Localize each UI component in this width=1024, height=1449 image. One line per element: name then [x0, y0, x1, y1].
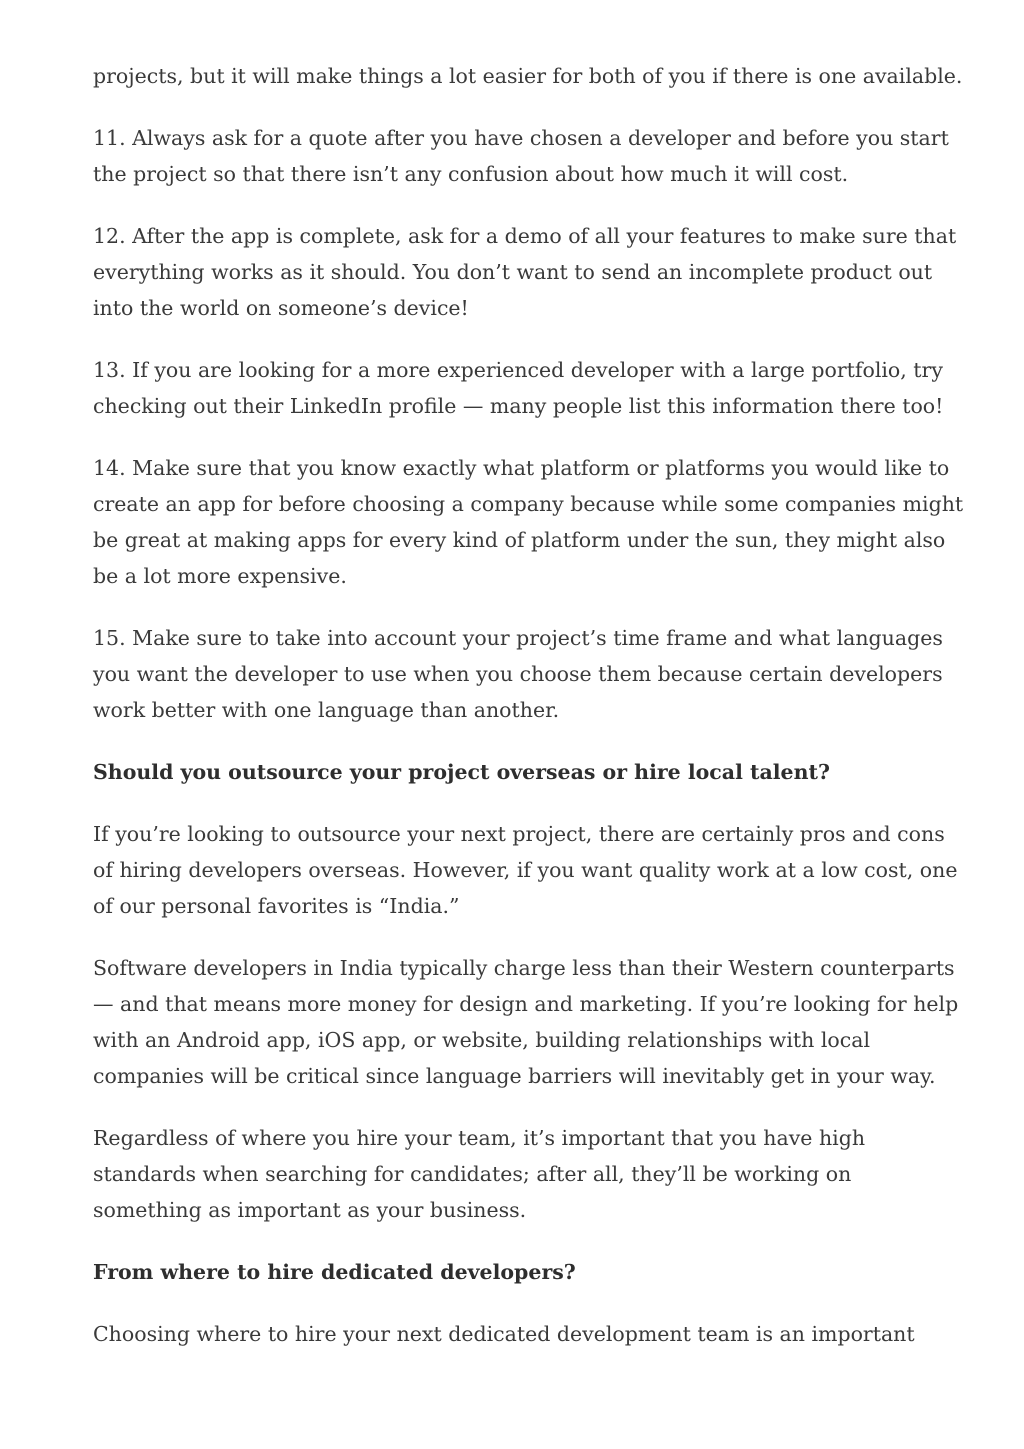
paragraph-intro: projects, but it will make things a lot easier for both of you if there is one available. — [93, 64, 963, 88]
article-body — [93, 58, 965, 1378]
where-to-hire-paragraph-1: Choosing where to hire your next dedicated development team is an important — [93, 1322, 915, 1346]
outsource-paragraph-2: Software developers in India typically charge less than their Western counterparts — and that means more money for design and marketing. If you’re looking for help with an Android app, iOS app, or website, building relationships with local companies will be critical since language barriers will inevitably get in your way. — [93, 956, 959, 1088]
tip-15-paragraph: 15. Make sure to take into account your project’s time frame and what languages you want the developer to use when you choose them because certain developers work better with one language than another. — [93, 626, 943, 722]
outsource-paragraph-1: If you’re looking to outsource your next project, there are certainly pros and cons of hiring developers overseas. However, if you want quality work at a low cost, one of our personal favorites is “India.” — [93, 822, 958, 918]
tip-12-paragraph: 12. After the app is complete, ask for a demo of all your features to make sure that everything works as it should. You don’t want to send an incomplete product out into the world on someone’s device! — [93, 224, 957, 320]
outsource-paragraph-3: Regardless of where you hire your team, it’s important that you have high standards when searching for candidates; after all, they’ll be working on something as important as your business. — [93, 1126, 866, 1222]
tip-14-paragraph: 14. Make sure that you know exactly what platform or platforms you would like to create an app for before choosing a company because while some companies might be great at making apps for every kind of platform under the sun, they might also be a lot more expensive. — [93, 456, 964, 588]
tip-11-paragraph: 11. Always ask for a quote after you have chosen a developer and before you start the project so that there isn’t any confusion about how much it will cost. — [93, 126, 949, 186]
tip-13-paragraph: 13. If you are looking for a more experienced developer with a large portfolio, try checking out their LinkedIn profile — many people list this information there too! — [93, 358, 944, 418]
outsource-heading: Should you outsource your project overseas or hire local talent? — [93, 760, 830, 784]
where-to-hire-heading: From where to hire dedicated developers? — [93, 1260, 576, 1284]
